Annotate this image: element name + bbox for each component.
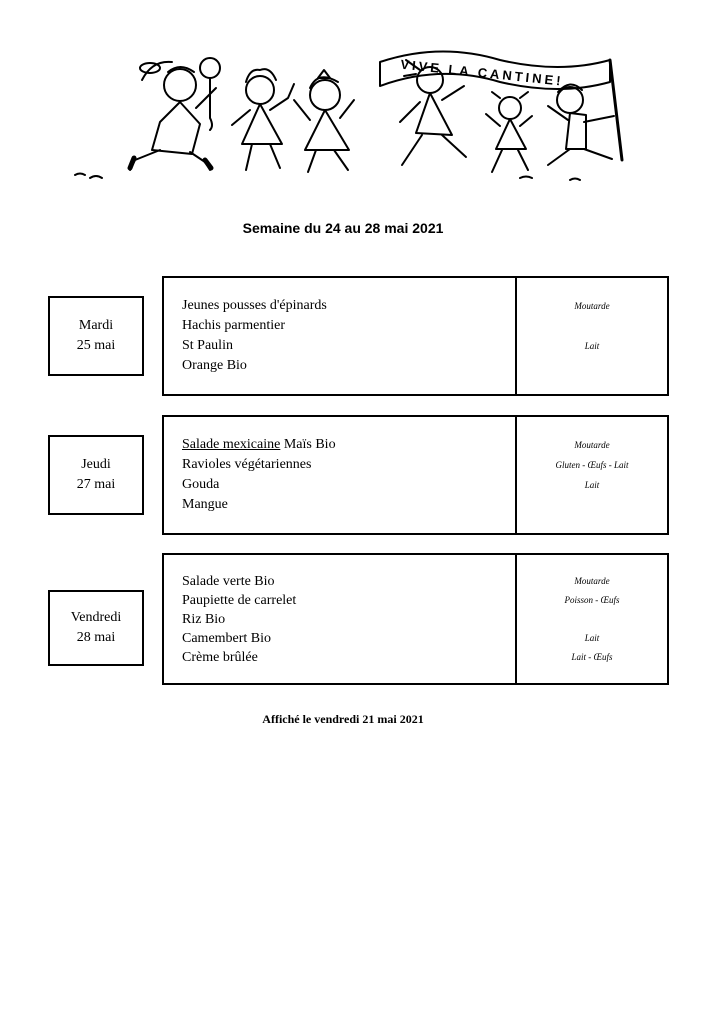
menu-item: Riz Bio (182, 611, 226, 627)
allergen-label: Lait (584, 341, 600, 351)
menu-item: Orange Bio (182, 358, 247, 373)
week-title: Semaine du 24 au 28 mai 2021 (242, 220, 444, 236)
allergen-label: Moutarde (574, 440, 610, 450)
day-date: 28 mai (76, 630, 116, 645)
allergen-label: Gluten - Œufs - Lait (555, 460, 629, 470)
menu-item: St Paulin (182, 338, 233, 353)
menu-item: Salade verte Bio (182, 573, 275, 589)
allergen-column (517, 278, 667, 394)
menu-box-mardi (162, 276, 669, 396)
day-date: 27 mai (76, 477, 116, 492)
day-box-vendredi (48, 590, 144, 666)
menu-item: Hachis parmentier (182, 318, 286, 333)
menu-box-jeudi (162, 415, 669, 535)
posted-date-footer: Affiché le vendredi 21 mai 2021 (262, 712, 424, 726)
menu-items (164, 417, 517, 533)
menu-item: Paupiette de carrelet (182, 592, 297, 608)
menu-item: Gouda (182, 477, 220, 492)
menu-item-underlined: Salade mexicaine (182, 437, 281, 452)
day-box-mardi (48, 296, 144, 376)
menu-items (164, 555, 517, 683)
allergen-label: Moutarde (574, 575, 610, 586)
allergen-label: Poisson - Œufs (564, 594, 620, 605)
menu-item: Mangue (182, 497, 228, 512)
menu-item: Ravioles végétariennes (182, 457, 312, 472)
menu-item: Crème brûlée (182, 649, 258, 665)
allergen-label: Lait (584, 480, 600, 490)
allergen-label: Moutarde (574, 301, 610, 311)
day-box-jeudi (48, 435, 144, 515)
allergen-label: Lait - Œufs (571, 651, 613, 662)
allergen-label: Lait (584, 632, 600, 643)
menu-box-vendredi (162, 553, 669, 685)
menu-item: Camembert Bio (182, 630, 272, 646)
menu-item: Jeunes pousses d'épinards (182, 298, 327, 313)
menu-item (182, 435, 515, 455)
menu-items (164, 278, 517, 394)
day-date: 25 mai (76, 338, 116, 353)
day-name: Mardi (78, 318, 114, 333)
day-name: Jeudi (81, 457, 111, 472)
day-name: Vendredi (70, 610, 122, 625)
cantine-banner-illustration (70, 40, 650, 200)
menu-item-suffix: Maïs Bio (280, 437, 336, 452)
allergen-column (517, 417, 667, 533)
allergen-column (517, 555, 667, 683)
banner-text: VIVE LA CANTINE! (399, 56, 565, 89)
